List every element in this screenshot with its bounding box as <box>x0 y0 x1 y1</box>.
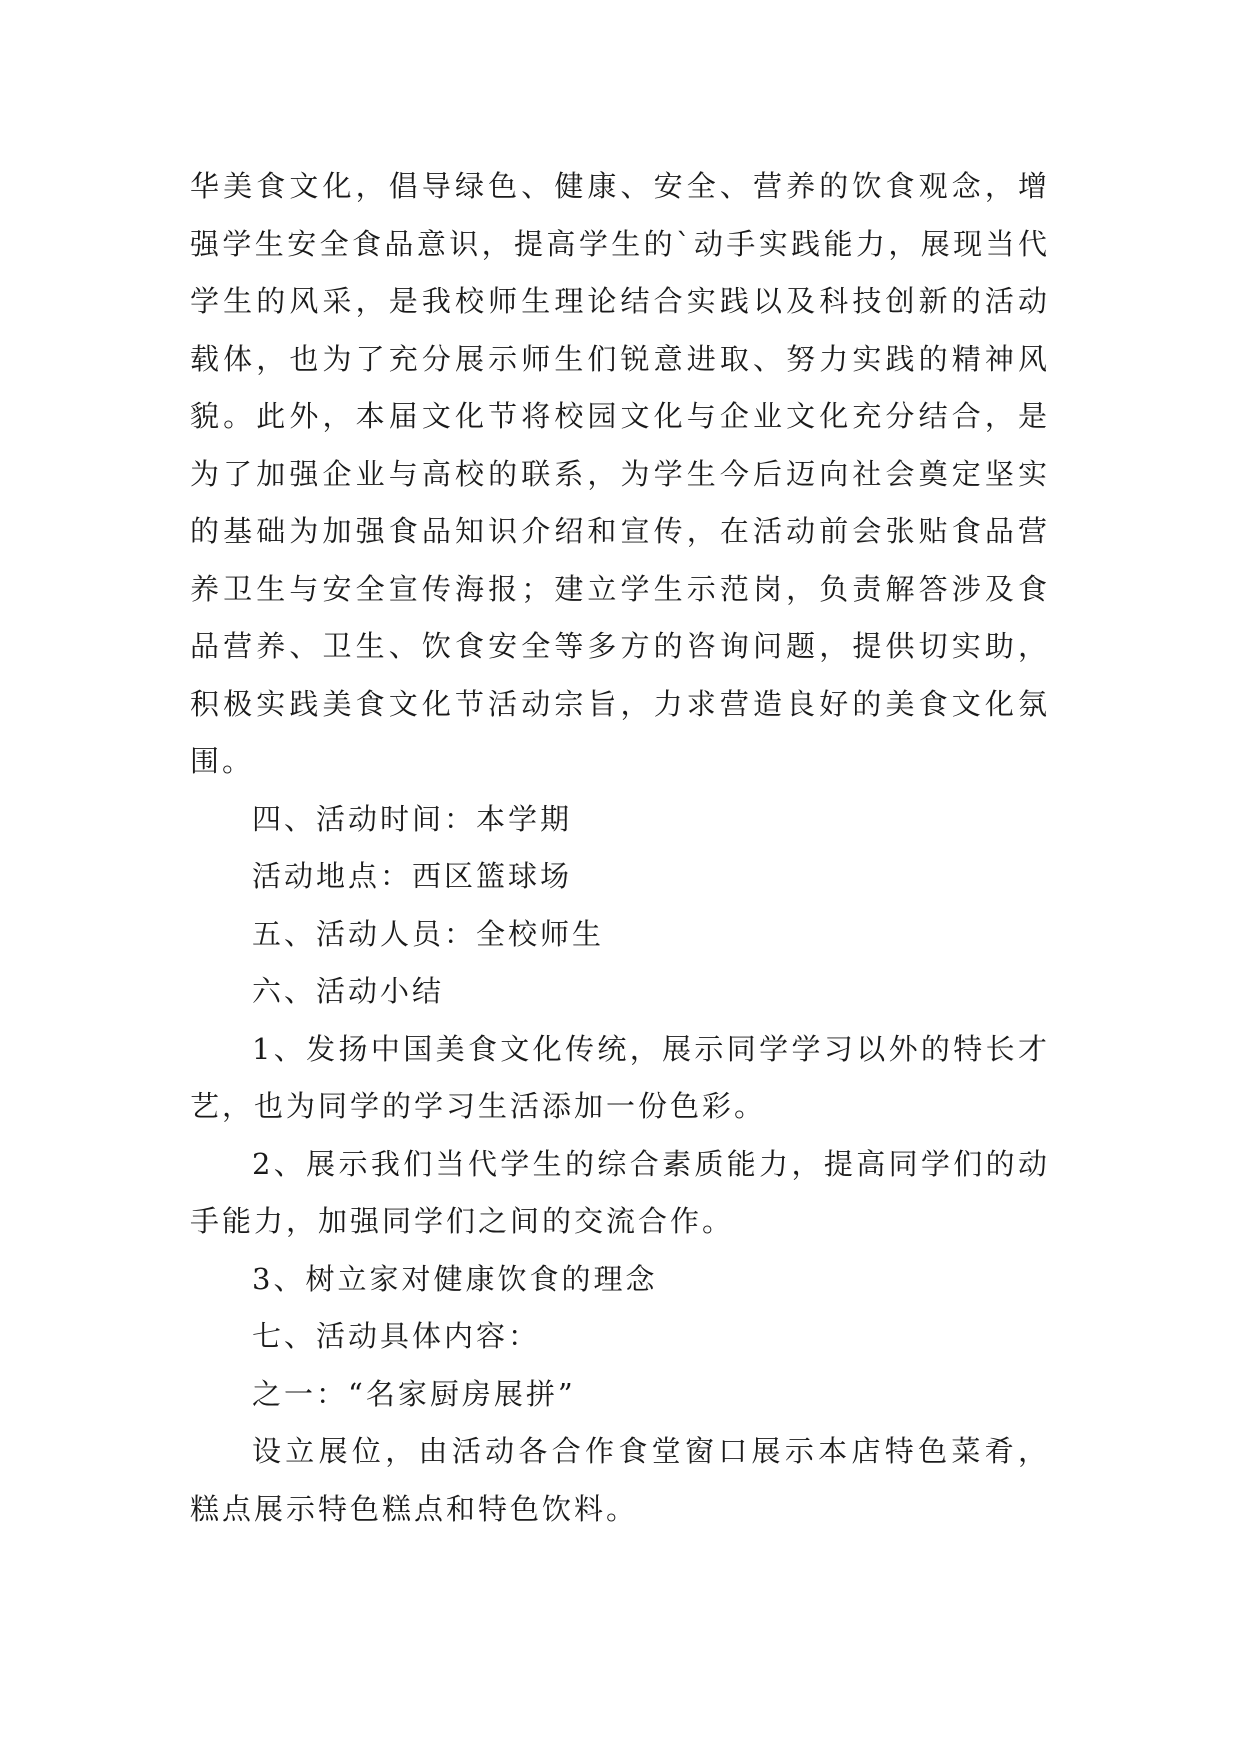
paragraph-activity-location: 活动地点：西区篮球场 <box>252 859 573 893</box>
paragraph-summary-item-3: 3、树立家对健康饮食的理念 <box>252 1261 658 1296</box>
document-body <box>190 158 1050 1538</box>
paragraph-summary-heading: 六、活动小结 <box>252 974 445 1008</box>
paragraph-activity-participants: 五、活动人员：全校师生 <box>252 916 605 951</box>
paragraph-intro-continuation: 华美食文化，倡导绿色、健康、安全、营养的饮食观念，增强学生安全食品意识，提高学生的`动手实践能力，展现当代学生的风采，是我校师生理论结合实践以及科技创新的活动载体，也为了充分展示师生们锐意进取、努力实践的精神风貌。此外，本届文化节将校园文化与企业文化充分结合，是为了加强企业与高校的联系，为学生今后迈向社会奠定坚实的基础为加强食品知识介绍和宣传，在活动前会张贴食品营养卫生与安全宣传海报；建立学生示范岗，负责解答涉及食品营养、卫生、饮食安全等多方的咨询问题，提供切实助，积极实践美食文化节活动宗旨，力求营造良好的美食文化氛围。 <box>190 169 1050 778</box>
paragraph-activity-time: 四、活动时间：本学期 <box>252 801 573 836</box>
paragraph-summary-item-1: 1、发扬中国美食文化传统，展示同学学习以外的特长才艺，也为同学的学习生活添加一份色彩。 <box>190 1031 1050 1123</box>
paragraph-content-heading: 七、活动具体内容： <box>252 1319 541 1353</box>
paragraph-content-subheading: 之一：“名家厨房展拼” <box>252 1376 576 1411</box>
paragraph-content-description: 设立展位，由活动各合作食堂窗口展示本店特色菜肴，糕点展示特色糕点和特色饮料。 <box>190 1434 1050 1526</box>
paragraph-summary-item-2: 2、展示我们当代学生的综合素质能力，提高同学们的动手能力，加强同学们之间的交流合作。 <box>190 1146 1050 1238</box>
